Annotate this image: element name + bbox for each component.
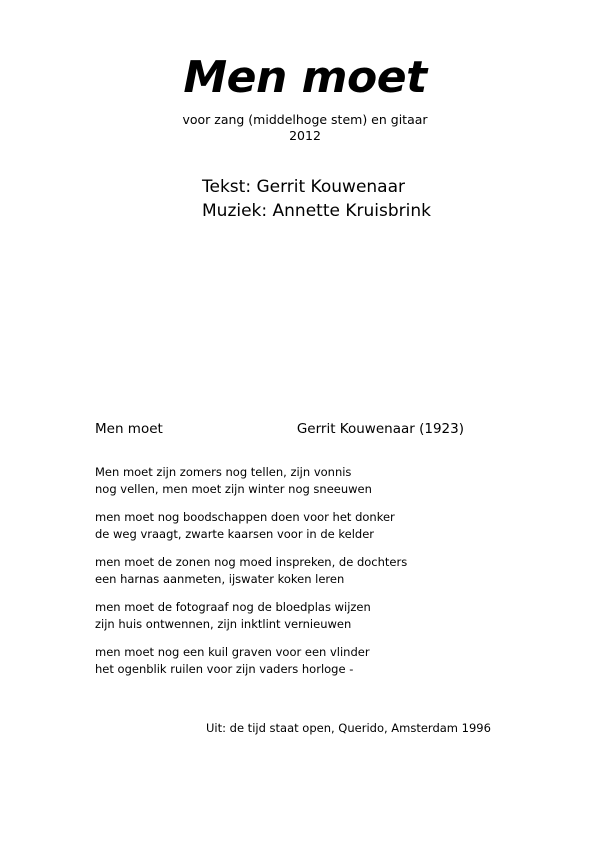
poem-line: de weg vraagt, zwarte kaarsen voor in de kelder (95, 527, 375, 541)
poem-line: een harnas aanmeten, ijswater koken leren (95, 572, 345, 586)
poem-source-citation: Uit: de tijd staat open, Querido, Amsterdam 1996 (206, 721, 491, 735)
poem-author: Gerrit Kouwenaar (1923) (296, 421, 464, 437)
poem-stanza (95, 509, 515, 543)
poem-stanza (95, 554, 515, 588)
poem-line: het ogenblik ruilen voor zijn vaders horloge - (95, 662, 354, 676)
poem-line: nog vellen, men moet zijn winter nog sneeuwen (95, 482, 372, 496)
poem-line: men moet nog een kuil graven voor een vlinder (95, 645, 370, 659)
page-title: Men moet (183, 52, 427, 103)
poem-title: Men moet (95, 421, 163, 437)
credits-block (202, 175, 431, 223)
composer-credit: Muziek: Annette Kruisbrink (202, 201, 431, 221)
poem-stanza (95, 599, 515, 633)
instrumentation-subtitle: voor zang (middelhoge stem) en gitaar (182, 112, 428, 127)
poem-stanza (95, 644, 515, 678)
poem-line: zijn huis ontwennen, zijn inktlint vernieuwen (95, 617, 352, 631)
poem-stanza (95, 464, 515, 498)
poem-line: men moet de fotograaf nog de bloedplas wijzen (95, 600, 371, 614)
composition-year: 2012 (289, 128, 321, 143)
poem-text (95, 464, 515, 689)
lyricist-credit: Tekst: Gerrit Kouwenaar (202, 177, 405, 197)
poem-line: men moet de zonen nog moed inspreken, de dochters (95, 555, 408, 569)
poem-line: men moet nog boodschappen doen voor het donker (95, 510, 395, 524)
poem-line: Men moet zijn zomers nog tellen, zijn vonnis (95, 465, 352, 479)
